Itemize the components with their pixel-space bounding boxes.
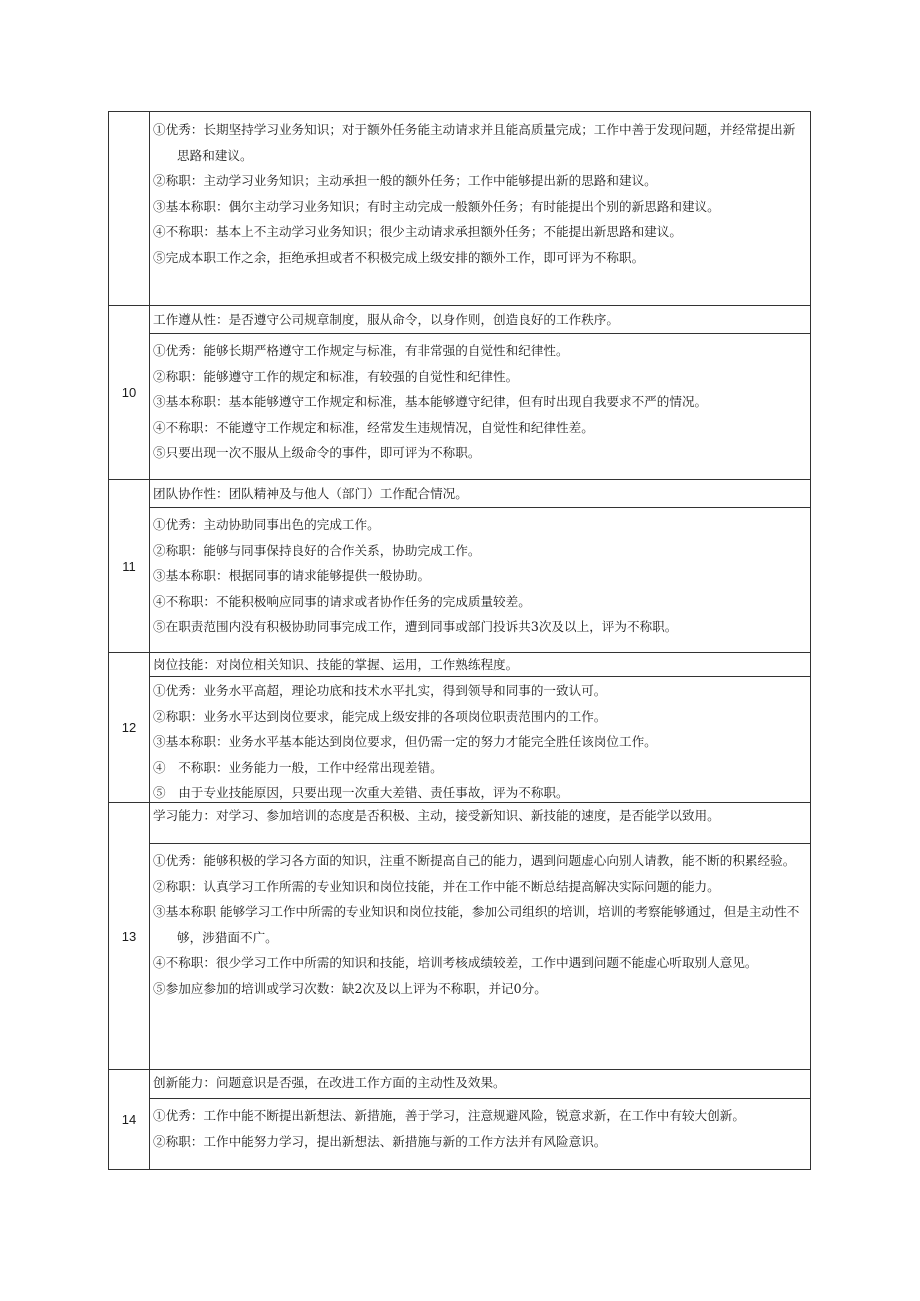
evaluation-table <box>108 111 811 1170</box>
criteria-list <box>150 677 810 808</box>
row-content <box>150 480 810 652</box>
criteria-list <box>150 1099 810 1156</box>
criteria-item: ④不称职：不能积极响应同事的请求或者协作任务的完成质量较差。 <box>153 593 531 609</box>
criteria-item: ②称职：业务水平达到岗位要求，能完成上级安排的各项岗位职责范围内的工作。 <box>153 708 607 724</box>
criteria-header: 团队协作性：团队精神及与他人（部门）工作配合情况。 <box>150 480 810 508</box>
criteria-item: ⑤参加应参加的培训或学习次数：缺2次及以上评为不称职，并记0分。 <box>153 980 547 996</box>
criteria-item: ②称职：认真学习工作所需的专业知识和岗位技能，并在工作中能不断总结提高解决实际问题的能力。 <box>153 878 720 894</box>
table-row-13 <box>109 802 810 1069</box>
table-row-12 <box>109 652 810 802</box>
criteria-item: ④ 不称职：业务能力一般，工作中经常出现差错。 <box>153 759 443 775</box>
criteria-item: ⑤完成本职工作之余，拒绝承担或者不积极完成上级安排的额外工作，即可评为不称职。 <box>153 249 645 265</box>
criteria-list <box>150 844 810 1003</box>
criteria-item: ②称职：能够与同事保持良好的合作关系，协助完成工作。 <box>153 542 481 558</box>
criteria-item: ④不称职：不能遵守工作规定和标准，经常发生违规情况，自觉性和纪律性差。 <box>153 419 594 435</box>
criteria-item: ①优秀：主动协助同事出色的完成工作。 <box>153 517 380 532</box>
criteria-item: ③基本称职：业务水平基本能达到岗位要求，但仍需一定的努力才能完全胜任该岗位工作。 <box>153 734 657 750</box>
criteria-item: ③基本称职 能够学习工作中所需的专业知识和岗位技能，参加公司组织的培训，培训的考察能够通过，但是主动性不够，涉猎面不广。 <box>153 904 800 945</box>
criteria-item: ③基本称职：根据同事的请求能够提供一般协助。 <box>153 568 431 583</box>
row-content <box>150 112 810 305</box>
criteria-item: ①优秀：长期坚持学习业务知识；对于额外任务能主动请求并且能高质量完成；工作中善于发现问题，并经常提出新思路和建议。 <box>153 122 796 163</box>
row-content <box>150 803 810 1069</box>
criteria-item: ②称职：工作中能努力学习，提出新想法、新措施与新的工作方法并有风险意识。 <box>153 1133 607 1149</box>
criteria-item: ①优秀：能够积极的学习各方面的知识，注重不断提高自己的能力，遇到问题虚心向别人请教，能不断的积累经验。 <box>153 853 796 868</box>
criteria-item: ③基本称职：基本能够遵守工作规定和标准，基本能够遵守纪律，但有时出现自我要求不严的情况。 <box>153 394 708 409</box>
table-row-11 <box>109 479 810 652</box>
row-number <box>109 112 150 305</box>
row-number: 13 <box>109 803 150 1069</box>
row-number: 11 <box>109 480 150 652</box>
criteria-item: ②称职：主动学习业务知识；主动承担一般的额外任务；工作中能够提出新的思路和建议。 <box>153 173 657 188</box>
table-row-10 <box>109 305 810 479</box>
criteria-item: ①优秀：工作中能不断提出新想法、新措施，善于学习，注意规避风险，锐意求新，在工作中有较大创新。 <box>153 1108 745 1123</box>
criteria-header: 创新能力：问题意识是否强，在改进工作方面的主动性及效果。 <box>150 1070 810 1099</box>
row-content <box>150 653 810 802</box>
criteria-item: ⑤只要出现一次不服从上级命令的事件，即可评为不称职。 <box>153 445 481 460</box>
criteria-item: ①优秀：能够长期严格遵守工作规定与标准，有非常强的自觉性和纪律性。 <box>153 343 569 358</box>
row-content <box>150 306 810 479</box>
row-number: 10 <box>109 306 150 479</box>
criteria-item: ⑤在职责范围内没有积极协助同事完成工作，遭到同事或部门投诉共3次及以上，评为不称职。 <box>153 619 678 634</box>
criteria-item: ②称职：能够遵守工作的规定和标准，有较强的自觉性和纪律性。 <box>153 368 519 384</box>
criteria-header: 学习能力：对学习、参加培训的态度是否积极、主动，接受新知识、新技能的速度，是否能学以致用。 <box>150 803 810 844</box>
criteria-item: ④不称职：很少学习工作中所需的知识和技能，培训考核成绩较差，工作中遇到问题不能虚心听取别人意见。 <box>153 955 758 970</box>
table-row-14 <box>109 1069 810 1169</box>
criteria-item: ①优秀：业务水平高超，理论功底和技术水平扎实，得到领导和同事的一致认可。 <box>153 683 607 698</box>
criteria-list <box>150 508 810 642</box>
criteria-item: ③基本称职：偶尔主动学习业务知识；有时主动完成一般额外任务；有时能提出个别的新思路和建议。 <box>153 198 720 214</box>
criteria-header: 岗位技能：对岗位相关知识、技能的掌握、运用，工作熟练程度。 <box>150 653 810 677</box>
row-number: 12 <box>109 653 150 802</box>
row-number: 14 <box>109 1070 150 1169</box>
criteria-item: ④不称职：基本上不主动学习业务知识；很少主动请求承担额外任务；不能提出新思路和建议。 <box>153 224 682 239</box>
row-content <box>150 1070 810 1169</box>
criteria-item: ⑤ 由于专业技能原因，只要出现一次重大差错、责任事故，评为不称职。 <box>153 785 569 801</box>
criteria-list <box>150 334 810 468</box>
table-row-9 <box>109 112 810 305</box>
criteria-header: 工作遵从性：是否遵守公司规章制度，服从命令，以身作则，创造良好的工作秩序。 <box>150 306 810 334</box>
criteria-list <box>150 112 810 272</box>
